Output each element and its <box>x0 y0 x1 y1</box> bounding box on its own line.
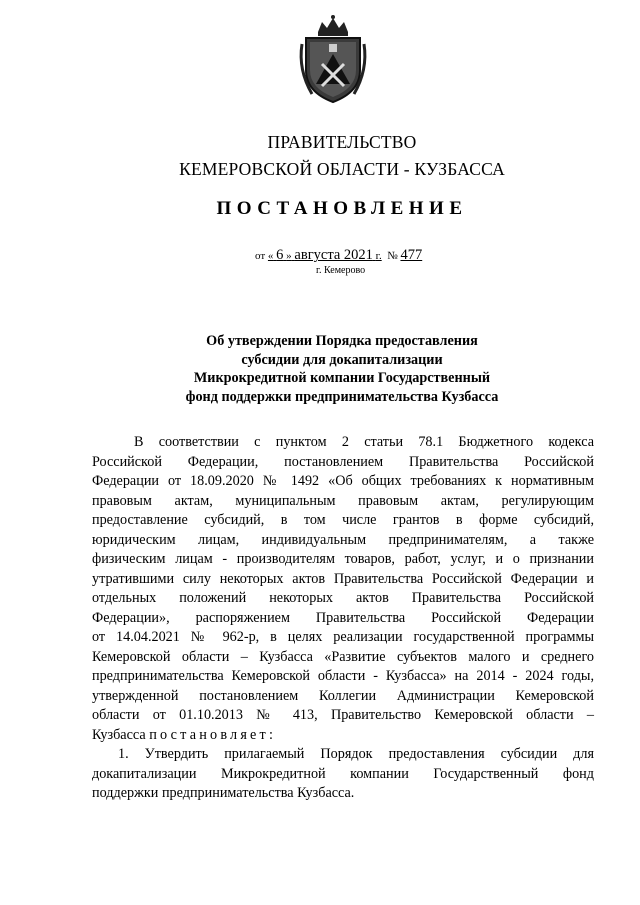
title-line: Об утверждении Порядка предоставления <box>206 333 478 349</box>
government-name-line1: ПРАВИТЕЛЬСТВО <box>267 132 417 152</box>
document-month-year: августа 2021 <box>294 247 373 263</box>
preamble-last-prefix: Кузбасса <box>92 726 146 743</box>
government-name-line2: КЕМЕРОВСКОЙ ОБЛАСТИ - КУЗБАССА <box>179 159 505 179</box>
preamble-line: правовым актам, муниципальным правовым актам, регулирующим <box>92 492 594 509</box>
preamble-line: предоставление субсидий, в том числе грантов в форме субсидий, <box>92 512 594 528</box>
close-quote: » <box>286 250 292 262</box>
year-suffix: г. <box>375 250 382 262</box>
preamble-line: отдельных положений некоторых актов Правительства Российской <box>92 590 594 606</box>
preamble-line: Федерации», распоряжением Правительства Российской Федерации <box>92 609 594 626</box>
title-line: Микрокредитной компании Государственный <box>193 370 491 387</box>
number-label: № <box>387 250 398 262</box>
decree-item-line: поддержки предпринимательства Кузбасса. <box>92 785 355 801</box>
from-label: от <box>255 250 266 262</box>
document-number: 477 <box>400 247 423 263</box>
document-city: г. Кемерово <box>316 265 366 276</box>
preamble-paragraph <box>92 433 594 726</box>
decree-item-1 <box>92 745 594 804</box>
document-day: 6 <box>276 247 284 263</box>
document-date-number <box>255 247 422 264</box>
title-line: фонд поддержки предпринимательства Кузбасса <box>185 388 499 405</box>
document-body <box>92 433 594 804</box>
preamble-line: утвержденной постановлением Коллегии Администрации Кемеровской <box>92 687 594 704</box>
preamble-line: утратившими силу некоторых актов Правительства Российской Федерации и <box>92 570 594 587</box>
title-line: субсидии для докапитализации <box>241 351 443 368</box>
preamble-line: Кемеровской области – Кузбасса «Развитие субъектов малого и среднего <box>92 648 594 665</box>
preamble-line: от 14.04.2021 № 962-р, в целях реализации государственной программы <box>92 629 594 645</box>
preamble-line: Российской Федерации, постановлением Правительства Российской <box>92 453 594 470</box>
document-type-title: ПОСТАНОВЛЕНИЕ <box>216 198 468 219</box>
preamble-line: физическим лицам - производителям товаров, работ, услуг, и о признании <box>92 551 594 567</box>
preamble-line: юридическим лицам, индивидуальным предпринимателям, а также <box>92 531 594 548</box>
document-title <box>0 332 640 406</box>
preamble-line: Федерации от 18.09.2020 № 1492 «Об общих требованиях к нормативным <box>92 473 594 489</box>
decree-word: постановляет: <box>149 726 277 743</box>
preamble-last-line <box>92 726 594 746</box>
coat-of-arms-icon <box>296 14 370 106</box>
preamble-line: предпринимательства Кемеровской области - Кузбасса» на 2014 - 2024 годы, <box>92 668 594 684</box>
decree-item-line: 1. Утвердить прилагаемый Порядок предоставления субсидии для <box>118 746 594 762</box>
preamble-line: области от 01.10.2013 № 413, Правительство Кемеровской области – <box>92 707 594 723</box>
preamble-line: В соответствии с пунктом 2 статьи 78.1 Бюджетного кодекса <box>134 434 594 450</box>
decree-item-line: докапитализации Микрокредитной компании Государственный фонд <box>92 765 594 782</box>
open-quote: « <box>267 250 274 262</box>
